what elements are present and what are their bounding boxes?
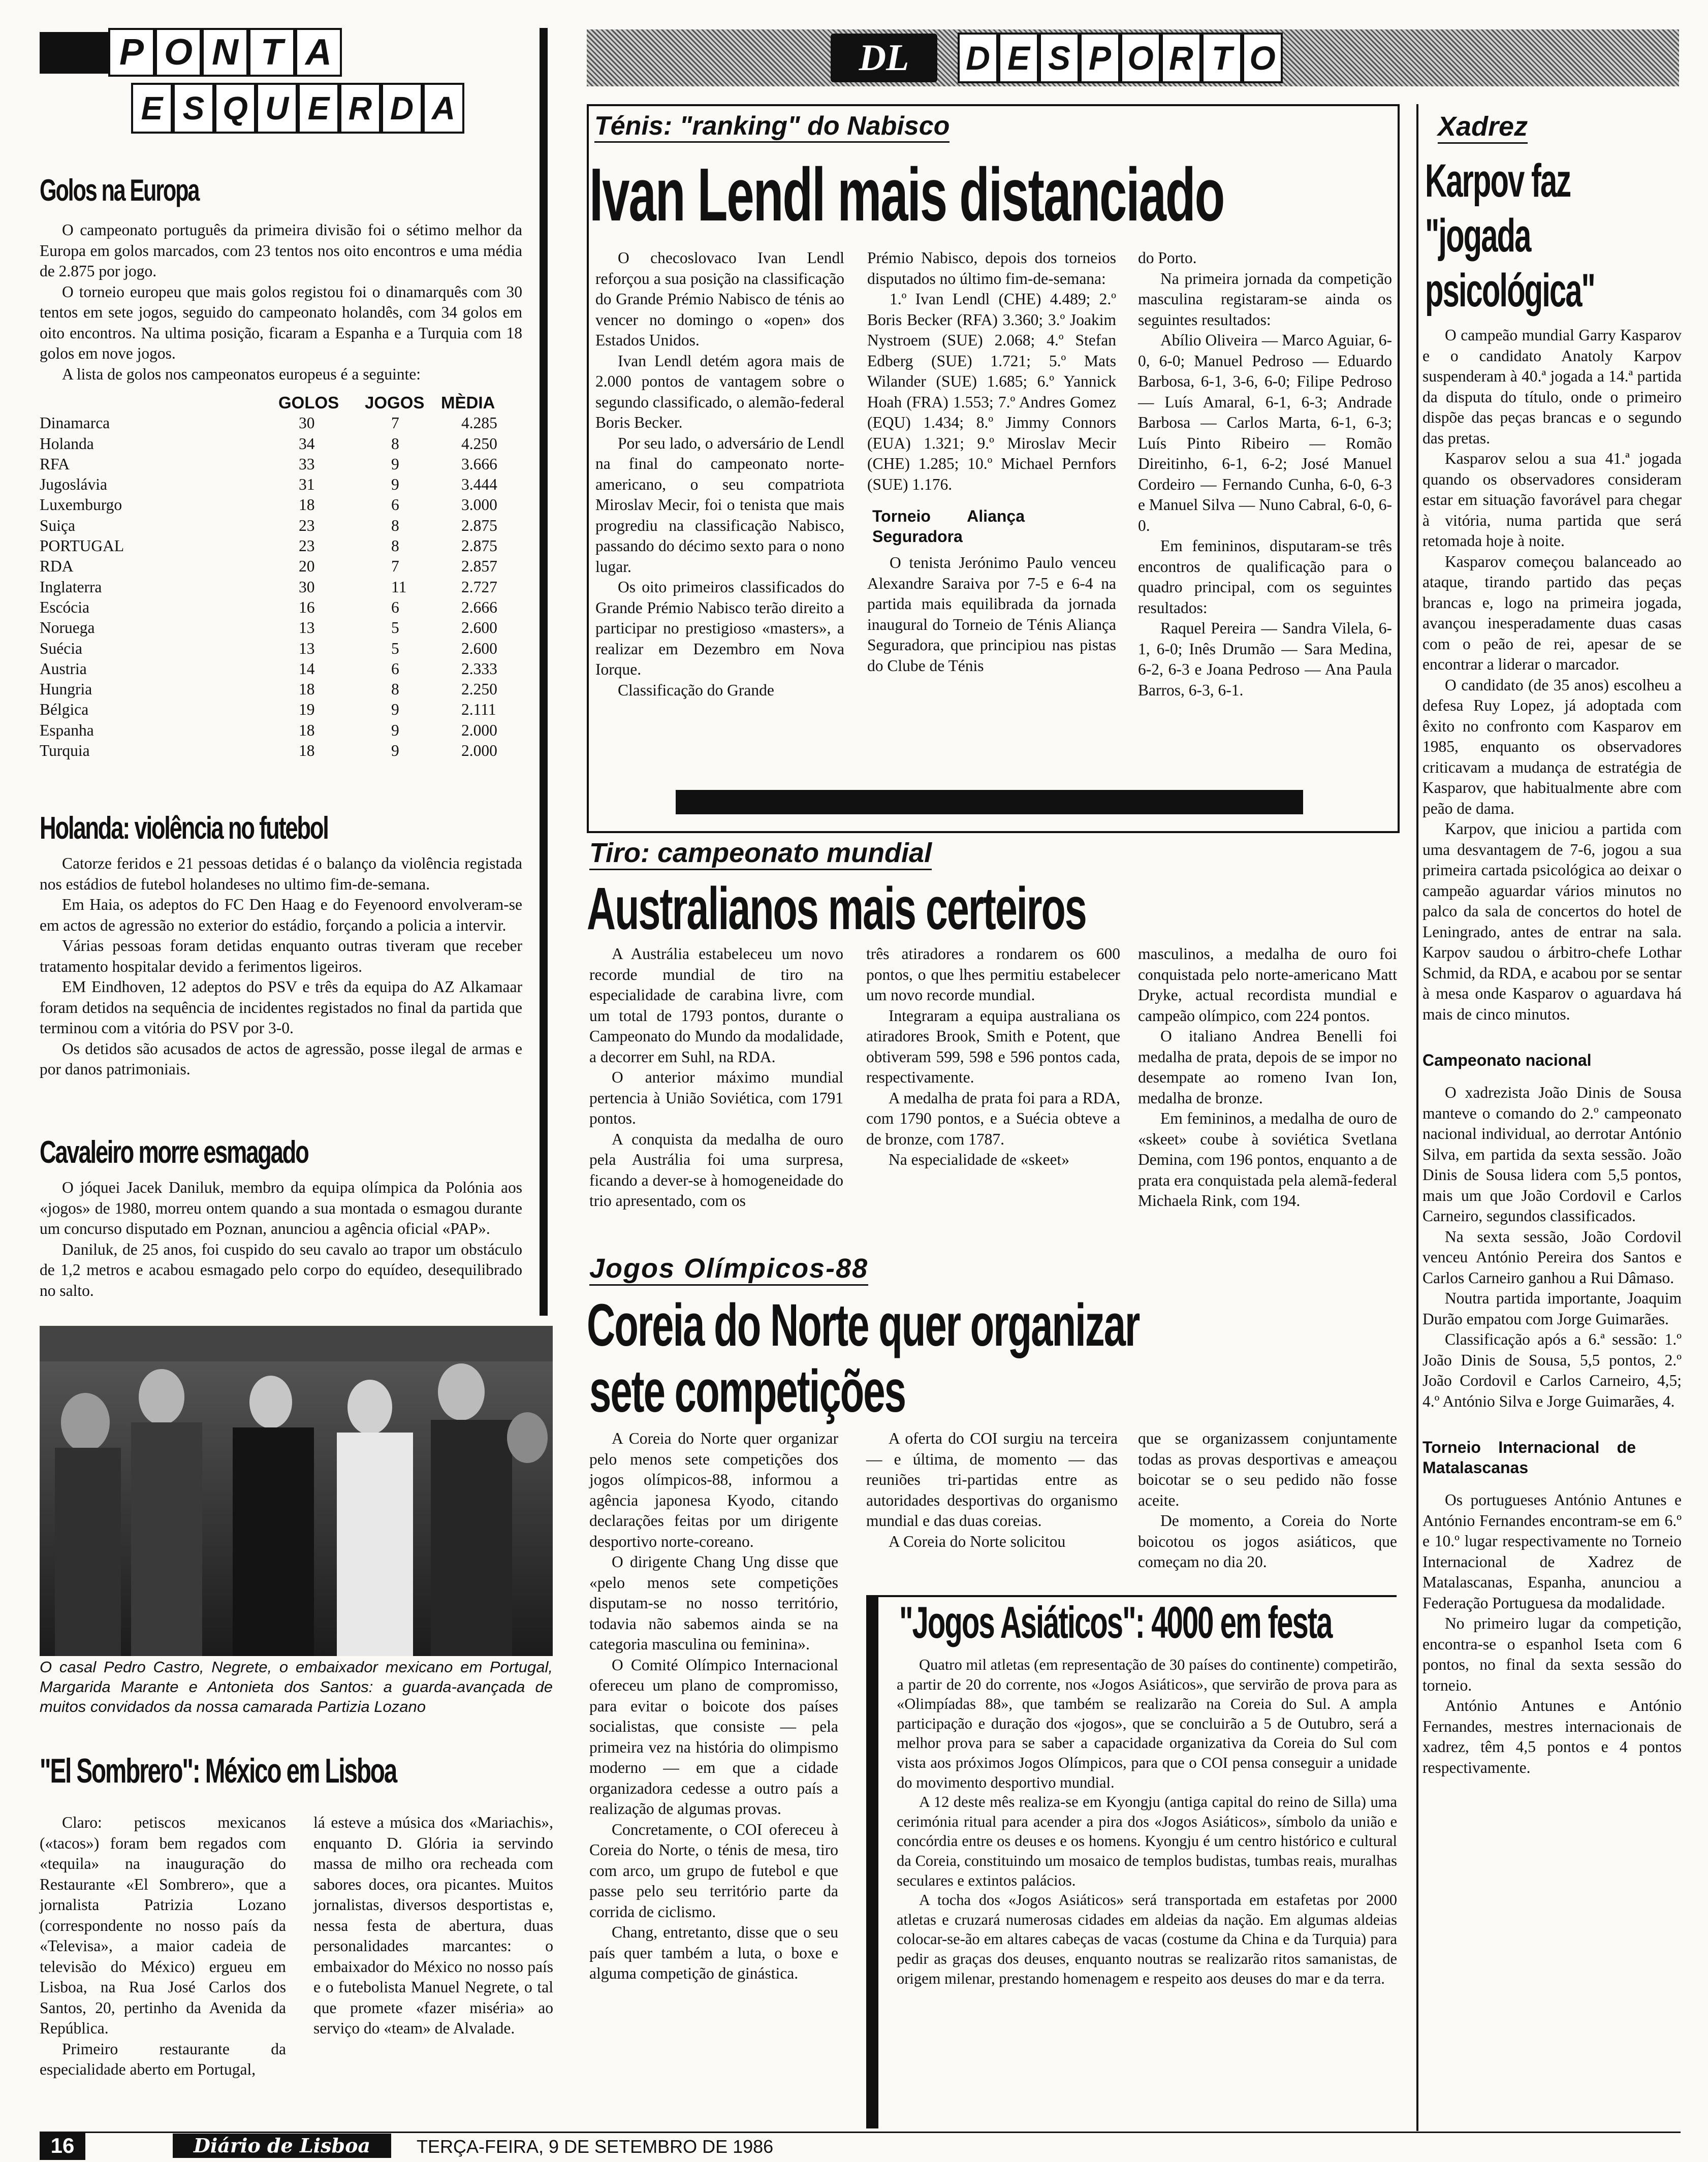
paragraph: Os oito primeiros classificados do Grande Prémio Nabisco terão direito a participar no prestigioso «masters», a realizar em Dezembro em Nova Iorque.: [595, 578, 844, 678]
country-cell: Holanda: [40, 434, 94, 453]
value-cell: 13: [299, 619, 315, 637]
country-cell: Jugoslávia: [40, 475, 107, 494]
country-cell: Austria: [40, 659, 87, 678]
headline: Holanda: violência no futebol: [40, 811, 328, 846]
event-photo-image: [40, 1326, 553, 1656]
right-column-divider: [1416, 104, 1418, 2131]
photo-caption: O casal Pedro Castro, Negrete, o embaixador mexicano em Portugal, Margarida Marante e Antonieta dos Santos: a guarda-avançada de muitos convidados da nossa camarada Partizia Lozano: [40, 1658, 553, 1715]
value-cell: 2.333: [461, 659, 497, 678]
asiaticos-body: [897, 1655, 1397, 1988]
article-body: [40, 853, 522, 1080]
paragraph: 1.º Ivan Lendl (CHE) 4.489; 2.º Boris Becker (RFA) 3.360; 3.º Joakim Nystroem (SUE) 2.068; 4.º Stefan Edberg (SUE) 1.721; 5.º Mats Wilander (SUE) 1.685; 6.º Yannick Hoah (FRA) 1.553; 7.º Andres Gomez (EQU) 1.434; 8.º Jimmy Connors (EUA) 1.321; 9.º Miroslav Mecir (CHE) 1.285; 10.º Michael Pernfors (SUE) 1.176.: [867, 290, 1116, 493]
value-cell: 18: [299, 680, 315, 698]
paragraph: do Porto.: [1138, 249, 1197, 267]
table-row: [40, 618, 517, 638]
value-cell: 23: [299, 516, 315, 534]
event-photo: [40, 1326, 553, 1656]
paragraph: O Comité Olímpico Internacional ofereceu um plano de compromisso, para evitar o boicote dos países socialistas, que consiste — pela primeira vez na história do olimpismo moderno — em que a cidade organizadora cedesse a outro país a realização de algumas provas.: [589, 1656, 838, 1818]
value-cell: 4.285: [461, 414, 497, 432]
masthead-letter: O: [1242, 33, 1283, 83]
value-cell: 2.857: [461, 557, 497, 576]
lendl-headline: Ivan Lendl mais distanciado: [589, 153, 1224, 237]
country-cell: Turquia: [40, 742, 90, 760]
tiro-column-1: [589, 944, 843, 1212]
masthead-letter: E: [298, 83, 339, 134]
country-cell: Noruega: [40, 619, 95, 637]
subheading: Torneio Aliança Seguradora: [872, 507, 1025, 546]
value-cell: 9: [391, 455, 399, 473]
paragraph: EM Eindhoven, 12 adeptos do PSV e três da equipa do AZ Alkamaar foram detidos na sequência de incidentes registados no final da partida que terminou com a vitória do PSV por 3-0.: [40, 978, 522, 1037]
xadrez-headline-line: "jogada: [1425, 210, 1531, 262]
paragraph: Karpov, que iniciou a partida com uma desvantagem de 7-6, jogou a sua primeira cartada psicológica ao deixar o campeão aguardar vários minutos no palco da sala de concertos do hotel de Leningrado, antes de entrar na sala. Karpov saudou o árbitro-chefe Lothar Schmid, da RDA, e acabou por se sentar à mesa onde Kasparov o aguardava há mais de cinco minutos.: [1422, 820, 1682, 1023]
paragraph: Concretamente, o COI ofereceu à Coreia do Norte, o ténis de mesa, tiro com arco, um grupo de futebol e que passe pelo seu território parte da corrida de ciclismo.: [589, 1820, 838, 1921]
table-row: [40, 639, 517, 659]
paragraph: O xadrezista João Dinis de Sousa manteve o comando do 2.º campeonato nacional individual, ao derrotar António Silva, em partida da sexta sessão. João Dinis de Sousa lidera com 5,5 pontos, mais um que João Cordovil e Carlos Carneiro, segundos classificados.: [1422, 1084, 1682, 1225]
value-cell: 23: [299, 537, 315, 555]
paragraph: A oferta do COI surgiu na terceira — e última, de momento — das reuniões tri-partidas entre as autoridades desportivas do organismo mundial e das duas coreias.: [866, 1429, 1118, 1530]
article-body: [40, 1178, 522, 1301]
paragraph: Raquel Pereira — Sandra Vilela, 6-1, 6-0; Inês Drumão — Sara Medina, 6-2, 6-3 e Joana Pedroso — Ana Paula Barros, 6-3, 6-1.: [1138, 619, 1392, 699]
paragraph: O dirigente Chang Ung disse que «pelo menos sete competições disputam-se no nosso território, todavia não sabemos ainda se na categoria masculina ou feminina».: [589, 1553, 838, 1653]
table-row: [40, 659, 517, 679]
paragraph: A lista de golos nos campeonatos europeus é a seguinte:: [62, 365, 421, 383]
country-cell: Luxemburgo: [40, 496, 122, 514]
value-cell: 11: [391, 578, 407, 596]
paragraph: Classificação do Grande: [618, 681, 774, 699]
masthead-letter: S: [173, 83, 214, 134]
headline: "El Sombrero": México em Lisboa: [40, 1752, 397, 1790]
table-row: [40, 454, 517, 474]
value-cell: 18: [299, 496, 315, 514]
value-cell: 19: [299, 701, 315, 719]
country-cell: Dinamarca: [40, 414, 110, 432]
value-cell: 9: [391, 742, 399, 760]
headline: Cavaleiro morre esmagado: [40, 1135, 308, 1170]
masthead-black-bar: [40, 32, 108, 74]
paragraph: De momento, a Coreia do Norte boicotou os jogos asiáticos, que começam no dia 20.: [1138, 1512, 1397, 1571]
column-divider: [540, 28, 548, 1316]
xadrez-body: [1422, 325, 1682, 1778]
table-row: [40, 679, 517, 700]
table-row: [40, 720, 517, 741]
value-cell: 2.600: [461, 639, 497, 657]
value-cell: 3.666: [461, 455, 497, 473]
masthead-letter: A: [295, 28, 342, 77]
ponta-esquerda-masthead: [40, 28, 527, 155]
value-cell: 5: [391, 619, 399, 637]
paragraph: No primeiro lugar da competição, encontra-se o espanhol Iseta com 6 pontos, no final da sexta sessão do torneio.: [1422, 1614, 1682, 1694]
paragraph: A Austrália estabeleceu um novo recorde mundial de tiro na especialidade de carabina livre, com um total de 1793 pontos, durante o Campeonato do Mundo da modalidade, a decorrer em Suhl, na RDA.: [589, 945, 843, 1066]
article-cavaleiro: [40, 1137, 522, 1301]
subheading: Torneio Internacional de Matalascanas: [1422, 1438, 1636, 1477]
masthead-letter: T: [248, 28, 295, 77]
masthead-letter: T: [1201, 33, 1242, 83]
paragraph: O italiano Andrea Benelli foi medalha de prata, depois de se impor no desempate ao romeno Ivan Ion, medalha de bronze.: [1138, 1027, 1397, 1107]
paragraph: Na primeira jornada da competição masculina registaram-se ainda os seguintes resultados:: [1138, 269, 1392, 329]
table-row: [40, 577, 517, 597]
paragraph: Integraram a equipa australiana os atiradores Brook, Smith e Potent, que obtiveram 599, 598 e 596 pontos cada, respectivamente.: [866, 1006, 1120, 1086]
article-sombrero: [40, 1754, 553, 1788]
country-cell: RFA: [40, 455, 70, 473]
paragraph: Kasparov selou a sua 41.ª jogada quando os observadores consideram estar em situação favorável para chegar à vitória, numa partida que será retomada hoje à noite.: [1422, 450, 1682, 550]
table-row: [40, 556, 517, 577]
headline: Golos na Europa: [40, 173, 199, 207]
column-header: MÈDIA: [441, 393, 495, 412]
value-cell: 33: [299, 455, 315, 473]
footer-rule: [40, 2132, 1681, 2133]
value-cell: 2.727: [461, 578, 497, 596]
value-cell: 8: [391, 680, 399, 698]
desporto-letters: [958, 33, 1283, 83]
paragraph: Ivan Lendl detém agora mais de 2.000 pontos de vantagem sobre o segundo classificado, o alemão-federal Boris Becker.: [595, 352, 844, 431]
paragraph: A 12 deste mês realiza-se em Kyongju (antiga capital do reino de Silla) uma cerimónia ritual para acender a pira dos «Jogos Asiáticos», símbolo da união e concórdia entre os deuses e os homens. Kyongju é um centro histórico e cultural da Coreia, constituindo um mosaico de templos budistas, tumbas reais, muralhas seculares e extintos palácios.: [897, 1793, 1397, 1889]
masthead-letter: D: [381, 83, 423, 134]
tiro-headline: Australianos mais certeiros: [587, 875, 1086, 942]
paragraph: Em femininos, a medalha de ouro de «skeet» coube à soviética Svetlana Demina, com 196 pontos, enquanto a de prata era conquistada pela alemã-federal Michaela Rink, com 194.: [1138, 1109, 1397, 1210]
table-row: [40, 741, 517, 761]
coreia-headline-line-1: Coreia do Norte quer organizar: [587, 1292, 1140, 1359]
paragraph: que se organizassem conjuntamente todas as provas desportivas e ameaçou boicotar se o seu pedido não fosse aceite.: [1138, 1429, 1397, 1509]
paragraph: Abílio Oliveira — Marco Aguiar, 6-0, 6-0; Manuel Pedroso — Eduardo Barbosa, 6-1, 3-6, 6-0; Filipe Pedroso — Luís Amaral, 6-1, 6-3; Andrade Barbosa — Carlos Marta, 6-1, 6-3; Luís Pinto Ribeiro — Romão Direitinho, 6-1, 6-2; José Manuel Cordeiro — Fernando Cunha, 6-0, 6-3 e Manuel Silva — Nuno Cabral, 6-0, 6-0.: [1138, 331, 1392, 534]
value-cell: 13: [299, 639, 315, 657]
paper-name: Diário de Lisboa: [193, 2134, 371, 2157]
tiro-kicker: Tiro: campeonato mundial: [589, 839, 932, 870]
masthead-letter: Q: [214, 83, 256, 134]
value-cell: 5: [391, 639, 399, 657]
xadrez-kicker: Xadrez: [1438, 113, 1528, 144]
dl-logo-text: DL: [859, 37, 909, 79]
value-cell: 31: [299, 475, 315, 494]
dl-logo: [831, 34, 937, 82]
asiaticos-left-bar: [866, 1595, 878, 2128]
paragraph: Quatro mil atletas (em representação de 30 países do continente) competirão, a partir de 20 do corrente, nos «Jogos Asiáticos», que servirão de prova para as «Olimpíadas 88», que também se realizarão na Coreia do Sul. A ampla participação e duração dos «jogos», que se concluirão a 5 de Outubro, será a melhor prova para se saber a capacidade organizativa da Coreia do Sul com vista aos próximos Jogos Olímpicos, para que o COI pensa conseguir a unidade do movimento desportivo mundial.: [897, 1656, 1397, 1791]
masthead-letter: E: [131, 83, 173, 134]
value-cell: 2.666: [461, 598, 497, 616]
value-cell: 2.000: [461, 742, 497, 760]
paragraph: Os portugueses António Antunes e António Fernandes encontram-se em 6.º e 10.º lugar respectivamente no Torneio Internacional de Xadrez de Matalascanas, Espanha, anunciou a Federação Portuguesa da modalidade.: [1422, 1491, 1682, 1612]
paragraph: Na especialidade de «skeet»: [889, 1151, 1069, 1168]
value-cell: 20: [299, 557, 315, 576]
table-row: [40, 597, 517, 618]
column-header: GOLOS: [278, 393, 339, 412]
value-cell: 30: [299, 578, 315, 596]
masthead-letter: U: [256, 83, 298, 134]
masthead-word-ponta: [108, 28, 342, 77]
tiro-column-3: [1138, 944, 1397, 1212]
issue-date: TERÇA-FEIRA, 9 DE SETEMBRO DE 1986: [417, 2136, 774, 2157]
country-cell: Bélgica: [40, 701, 89, 719]
value-cell: 7: [391, 557, 399, 576]
paragraph: António Antunes e António Fernandes, mestres internacionais de xadrez, têm 4,5 pontos e 4 pontos respectivamente.: [1422, 1697, 1682, 1776]
masthead-letter: P: [108, 28, 155, 77]
desporto-masthead: [587, 29, 1679, 86]
page-number: 16: [40, 2132, 85, 2160]
paragraph: Em Haia, os adeptos do FC Den Haag e do Feyenoord envolveram-se em actos de agressão no exterior do estádio, forçando a policia a intervir.: [40, 896, 522, 934]
paper-name-block: [173, 2134, 391, 2158]
lendl-bottom-bar: [676, 790, 1303, 814]
country-cell: RDA: [40, 557, 74, 576]
value-cell: 6: [391, 659, 399, 678]
masthead-letter: O: [155, 28, 202, 77]
masthead-letter: N: [202, 28, 248, 77]
paragraph: O campeonato português da primeira divisão foi o sétimo melhor da Europa em golos marcados, com 23 tentos nos oito encontros e uma média de 2.875 por jogo.: [40, 221, 522, 280]
paragraph: masculinos, a medalha de ouro foi conquistada pelo norte-americano Matt Dryke, actual recordista mundial e campeão olímpico, com 224 pontos.: [1138, 945, 1397, 1025]
paragraph: Chang, entretanto, disse que o seu país quer também a luta, o boxe e alguma competição de ginástica.: [589, 1923, 838, 1982]
value-cell: 6: [391, 598, 399, 616]
article-holanda: [40, 813, 522, 1080]
masthead-letter: O: [1120, 33, 1161, 83]
paragraph: Classificação após a 6.ª sessão: 1.º João Dinis de Sousa, 5,5 pontos, 2.º João Cordovil e Carlos Carneiro, 4,5; 4.º António Silva e Jorge Guimarães, 4.: [1422, 1330, 1682, 1410]
value-cell: 16: [299, 598, 315, 616]
coreia-column-2: [866, 1428, 1118, 1552]
asiaticos-headline: "Jogos Asiáticos": 4000 em festa: [899, 1597, 1332, 1647]
paragraph: três atiradores a rondarem os 600 pontos, o que lhes permitiu estabelecer um novo recorde mundial.: [866, 945, 1120, 1004]
paragraph: O torneio europeu que mais golos registou foi o dinamarquês com 30 tentos em sete jogos, seguido do campeonato holandês, com 34 golos em oito encontros. Na ultima posição, ficaram a Espanha e a Turquia com 18 golos em nove jogos.: [40, 282, 522, 362]
paragraph: A Coreia do Norte quer organizar pelo menos sete competições dos jogos olímpicos-88, informou a agência japonesa Kyodo, citando declarações feitas por um dirigente desportivo norte-coreano.: [589, 1429, 838, 1550]
masthead-letter: A: [423, 83, 464, 134]
lendl-kicker: Ténis: "ranking" do Nabisco: [594, 113, 950, 143]
subheading: Campeonato nacional: [1422, 1051, 1592, 1069]
value-cell: 4.250: [461, 434, 497, 453]
masthead-letter: R: [339, 83, 381, 134]
paragraph: Primeiro restaurante da especialidade aberto em Portugal,: [40, 2040, 286, 2078]
value-cell: 30: [299, 414, 315, 432]
masthead-letter: S: [1039, 33, 1080, 83]
table-row: [40, 474, 517, 495]
value-cell: 2.111: [461, 701, 496, 719]
paragraph: O jóquei Jacek Daniluk, membro da equipa olímpica da Polónia aos «jogos» de 1980, morreu ontem quando a sua montada o esmagou durante um concurso disputado em Poznan, anunciou a agência oficial «PAP».: [40, 1179, 522, 1237]
value-cell: 7: [391, 414, 399, 432]
tiro-column-2: [866, 944, 1120, 1170]
value-cell: 9: [391, 721, 399, 739]
value-cell: 9: [391, 475, 399, 494]
value-cell: 2.600: [461, 619, 497, 637]
value-cell: 2.250: [461, 680, 497, 698]
country-cell: PORTUGAL: [40, 537, 124, 555]
paragraph: A medalha de prata foi para a RDA, com 1790 pontos, e a Suécia obteve a de bronze, com 1787.: [866, 1089, 1120, 1148]
country-cell: Hungria: [40, 680, 92, 698]
sombrero-column-2: [313, 1813, 553, 2039]
country-cell: Inglaterra: [40, 578, 102, 596]
value-cell: 2.875: [461, 516, 497, 534]
goals-table-body: [40, 413, 517, 761]
sombrero-column-1: [40, 1813, 286, 2080]
table-row: [40, 700, 517, 720]
coreia-kicker: Jogos Olímpicos-88: [589, 1255, 868, 1286]
table-row: [40, 536, 517, 556]
column-header: JOGOS: [365, 393, 425, 412]
value-cell: 2.000: [461, 721, 497, 739]
paragraph: Várias pessoas foram detidas enquanto outras tiveram que receber tratamento hospitalar devido a ferimentos ligeiros.: [40, 937, 522, 975]
lendl-column-1: [595, 248, 844, 701]
paragraph: lá esteve a música dos «Mariachis», enquanto D. Glória ia servindo massa de milho ora recheada com sabores doces, ora picantes. Muitos jornalistas, diversos desportistas e, nessa festa de abertura, duas personalidades marcantes: o embaixador do México no nosso país e o futebolista Manuel Negrete, o tal que promete «fazer miséria» ao serviço do «team» de Alvalade.: [313, 1814, 553, 2037]
paragraph: O checoslovaco Ivan Lendl reforçou a sua posição na classificação do Grande Prémio Nabisco de ténis ao vencer no domingo o «open» dos Estados Unidos.: [595, 249, 844, 349]
table-row: [40, 434, 517, 454]
country-cell: Suiça: [40, 516, 75, 534]
masthead-word-esquerda: [131, 83, 464, 134]
value-cell: 8: [391, 537, 399, 555]
masthead-letter: E: [998, 33, 1039, 83]
masthead-letter: P: [1080, 33, 1120, 83]
country-cell: Espanha: [40, 721, 94, 739]
value-cell: 8: [391, 516, 399, 534]
paragraph: Os detidos são acusados de actos de agressão, posse ilegal de armas e por danos patrimoniais.: [40, 1039, 522, 1078]
coreia-headline-line-2: sete competições: [589, 1358, 905, 1425]
paragraph: Prémio Nabisco, depois dos torneios disputados no último fim-de-semana:: [867, 249, 1116, 288]
lendl-column-2: [867, 248, 1116, 676]
table-row: [40, 495, 517, 515]
coreia-column-3: [1138, 1428, 1397, 1573]
paragraph: Claro: petiscos mexicanos («tacos») foram bem regados com «tequila» na inauguração do Restaurante «El Sombrero», que a jornalista Patrizia Lozano (correspondente no nosso país da «Televisa», a maior cadeia de televisão do México) ergueu em Lisboa, na Rua José Carlos dos Santos, 20, pertinho da Avenida da República.: [40, 1814, 286, 2037]
coreia-column-1: [589, 1428, 838, 1984]
value-cell: 18: [299, 721, 315, 739]
value-cell: 14: [299, 659, 315, 678]
paragraph: Noutra partida importante, Joaquim Durão empatou com Jorge Guimarães.: [1422, 1289, 1682, 1328]
value-cell: 3.444: [461, 475, 497, 494]
article-body: [40, 220, 522, 385]
country-cell: Escócia: [40, 598, 89, 616]
goals-table: [40, 393, 517, 761]
article-golos-europa: [40, 175, 522, 761]
paragraph: Por seu lado, o adversário de Lendl na final do campeonato norte-americano, o seu compatriota Miroslav Mecir, foi o tenista que mais progrediu na classificação Nabisco, passando do décimo sexto para o nono lugar.: [595, 434, 844, 576]
paragraph: Em femininos, disputaram-se três encontros de qualificação para o quadro principal, com os seguintes resultados:: [1138, 537, 1392, 617]
paragraph: A conquista da medalha de ouro pela Austrália foi uma surpresa, ficando a dever-se à homogeneidade do trio apresentado, com os: [589, 1130, 843, 1210]
xadrez-headline-line: Karpov faz: [1425, 155, 1571, 207]
value-cell: 8: [391, 434, 399, 453]
paragraph: O campeão mundial Garry Kasparov e o candidato Anatoly Karpov suspenderam à 40.ª jogada a 14.ª partida da disputa do título, onde o primeiro dispõe das peças brancas e o segundo das pretas.: [1422, 326, 1682, 447]
lendl-column-3: [1138, 248, 1392, 701]
masthead-letter: R: [1161, 33, 1201, 83]
paragraph: A tocha dos «Jogos Asiáticos» será transportada em estafetas por 2000 atletas e cruzará numerosas cidades em aldeias da nação. Em algumas aldeias colocar-se-ão em altares cabeças de vacas (costume da China e da Turquia) para pedir as graças dos deuses, enquanto noutras se realizarão ritos samanistas, de origem milenar, prestando homenagem e respeito aos deuses do mar e da terra.: [897, 1891, 1397, 1987]
value-cell: 3.000: [461, 496, 497, 514]
paragraph: Daniluk, de 25 anos, foi cuspido do seu cavalo ao trapor um obstáculo de 1,2 metros e acabou esmagado pelo corpo do equídeo, desequilibrado no salto.: [40, 1240, 522, 1299]
value-cell: 2.875: [461, 537, 497, 555]
masthead-letter: D: [958, 33, 998, 83]
value-cell: 34: [299, 434, 315, 453]
country-cell: Suécia: [40, 639, 82, 657]
paragraph: Catorze feridos e 21 pessoas detidas é o balanço da violência registada nos estádios de futebol holandeses no ultimo fim-de-semana.: [40, 854, 522, 893]
paragraph: Kasparov começou balanceado ao ataque, tirando partido das peças brancas e, logo na primeira jogada, avançou inesperadamente duas casas com o peão de rei, apesar de se encontrar a liderar o marcador.: [1422, 552, 1682, 673]
paragraph: O tenista Jerónimo Paulo venceu Alexandre Saraiva por 7-5 e 6-4 na partida mais equilibrada da jornada inaugural do Torneio de Ténis Aliança Seguradora, que principiou nas pistas do Clube de Ténis: [867, 554, 1116, 675]
table-row: [40, 413, 517, 433]
xadrez-headline-line: psicológica": [1425, 265, 1595, 316]
value-cell: 6: [391, 496, 399, 514]
value-cell: 18: [299, 742, 315, 760]
table-row: [40, 516, 517, 536]
paragraph: O candidato (de 35 anos) escolheu a defesa Ruy Lopez, já adoptada com êxito no confronto com Kasparov em 1985, enquanto os observadores criticavam a mudança de estratégia de Kasparov, que habitualmente abre com peão de dama.: [1422, 676, 1682, 817]
paragraph: A Coreia do Norte solicitou: [889, 1532, 1066, 1550]
paragraph: O anterior máximo mundial pertencia à União Soviética, com 1791 pontos.: [589, 1068, 843, 1127]
paragraph: Na sexta sessão, João Cordovil venceu António Pereira dos Santos e Carlos Carneiro ganhou a Rui Dâmaso.: [1422, 1227, 1682, 1287]
value-cell: 9: [391, 701, 399, 719]
